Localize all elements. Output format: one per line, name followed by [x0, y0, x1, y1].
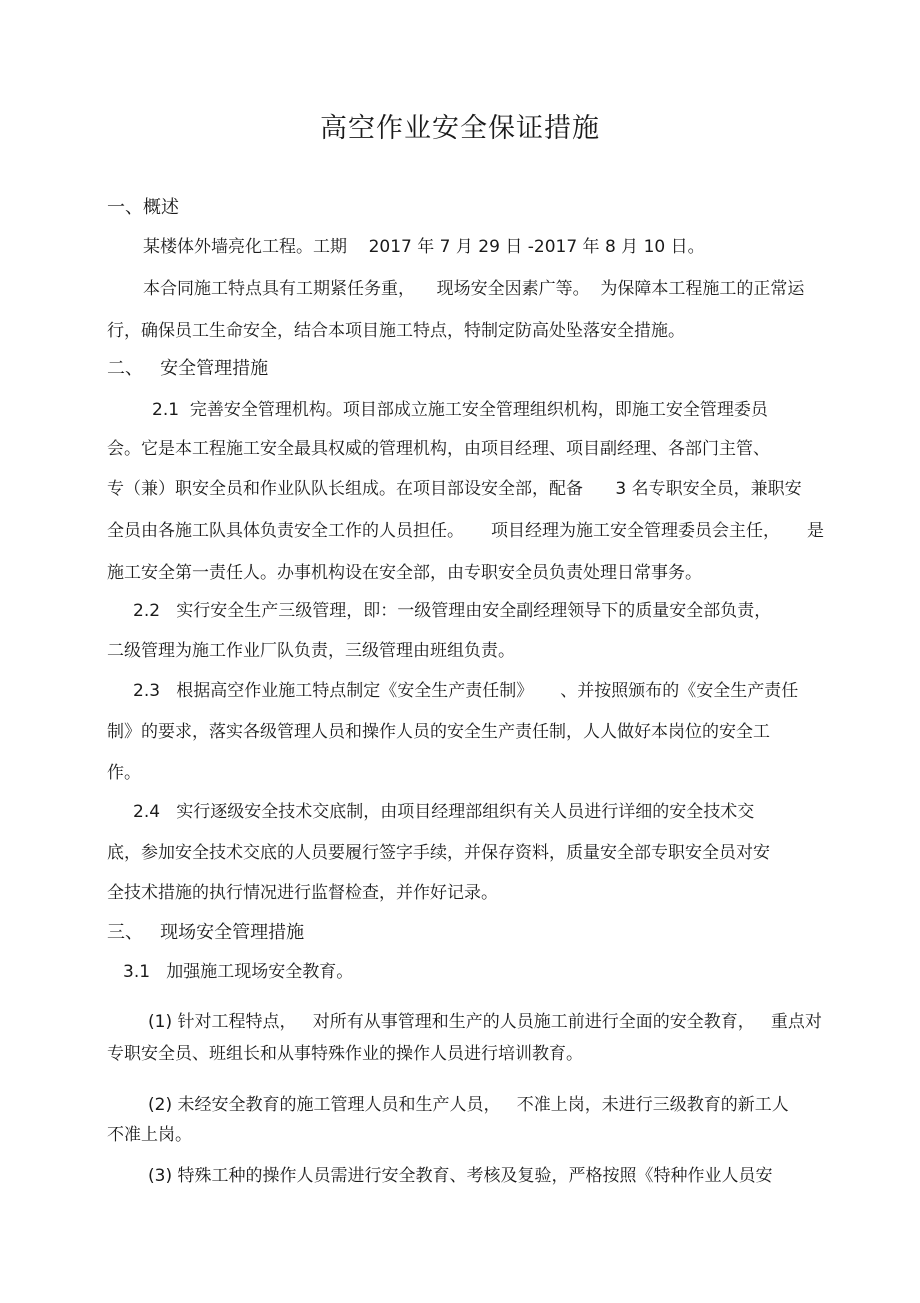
paragraph-line: 2.4 实行逐级安全技术交底制，由项目经理部组织有关人员进行详细的安全技术交 [133, 802, 755, 822]
paragraph-line: 2.1 完善安全管理机构。项目部成立施工安全管理组织机构，即施工安全管理委员 [152, 400, 768, 420]
paragraph-line: 全技术措施的执行情况进行监督检查，并作好记录。 [107, 883, 498, 903]
section-heading-2: 二、 安全管理措施 [107, 358, 269, 379]
paragraph-line: 专（兼）职安全员和作业队队长组成。在项目部设安全部，配备 3 名专职安全员，兼职安 [107, 479, 802, 499]
paragraph-line: 本合同施工特点具有工期紧任务重， 现场安全因素广等。 为保障本工程施工的正常运 [143, 279, 805, 299]
section-heading-1: 一、概述 [107, 197, 179, 218]
paragraph-line: 行，确保员工生命安全，结合本项目施工特点，特制定防高处坠落安全措施。 [107, 321, 685, 341]
paragraph-line: 二级管理为施工作业厂队负责，三级管理由班组负责。 [107, 641, 515, 661]
paragraph-line: 2.2 实行安全生产三级管理，即：一级管理由安全副经理领导下的质量安全部负责， [133, 601, 772, 621]
paragraph-line: 作。 [107, 763, 141, 783]
paragraph-line: (2) 未经安全教育的施工管理人员和生产人员， 不准上岗，未进行三级教育的新工人 [148, 1095, 789, 1115]
paragraph-line: (3) 特殊工种的操作人员需进行安全教育、考核及复验，严格按照《特种作业人员安 [148, 1166, 773, 1186]
paragraph-line: 会。它是本工程施工安全最具权威的管理机构，由项目经理、项目副经理、各部门主管、 [107, 439, 770, 459]
paragraph-line: 制》的要求，落实各级管理人员和操作人员的安全生产责任制，人人做好本岗位的安全工 [107, 722, 770, 742]
paragraph-line: 某楼体外墙亮化工程。工期 2017 年 7 月 29 日 -2017 年 8 月 10 日。 [143, 237, 705, 257]
paragraph-line: 不准上岗。 [107, 1125, 192, 1145]
paragraph-line: 2.3 根据高空作业施工特点制定《安全生产责任制》 、并按照颁布的《安全生产责任 [133, 681, 799, 701]
paragraph-line: 全员由各施工队具体负责安全工作的人员担任。 项目经理为施工安全管理委员会主任， 是 [107, 521, 825, 541]
paragraph-line: (1) 针对工程特点， 对所有从事管理和生产的人员施工前进行全面的安全教育， 重点对 [148, 1012, 822, 1032]
paragraph-line: 底，参加安全技术交底的人员要履行签字手续，并保存资料，质量安全部专职安全员对安 [107, 843, 770, 863]
paragraph-line: 施工安全第一责任人。办事机构设在安全部，由专职安全员负责处理日常事务。 [107, 563, 702, 583]
document-title: 高空作业安全保证措施 [320, 113, 600, 144]
paragraph-line: 3.1 加强施工现场安全教育。 [123, 962, 354, 982]
paragraph-line: 专职安全员、班组长和从事特殊作业的操作人员进行培训教育。 [107, 1044, 583, 1064]
section-heading-3: 三、 现场安全管理措施 [107, 922, 305, 943]
